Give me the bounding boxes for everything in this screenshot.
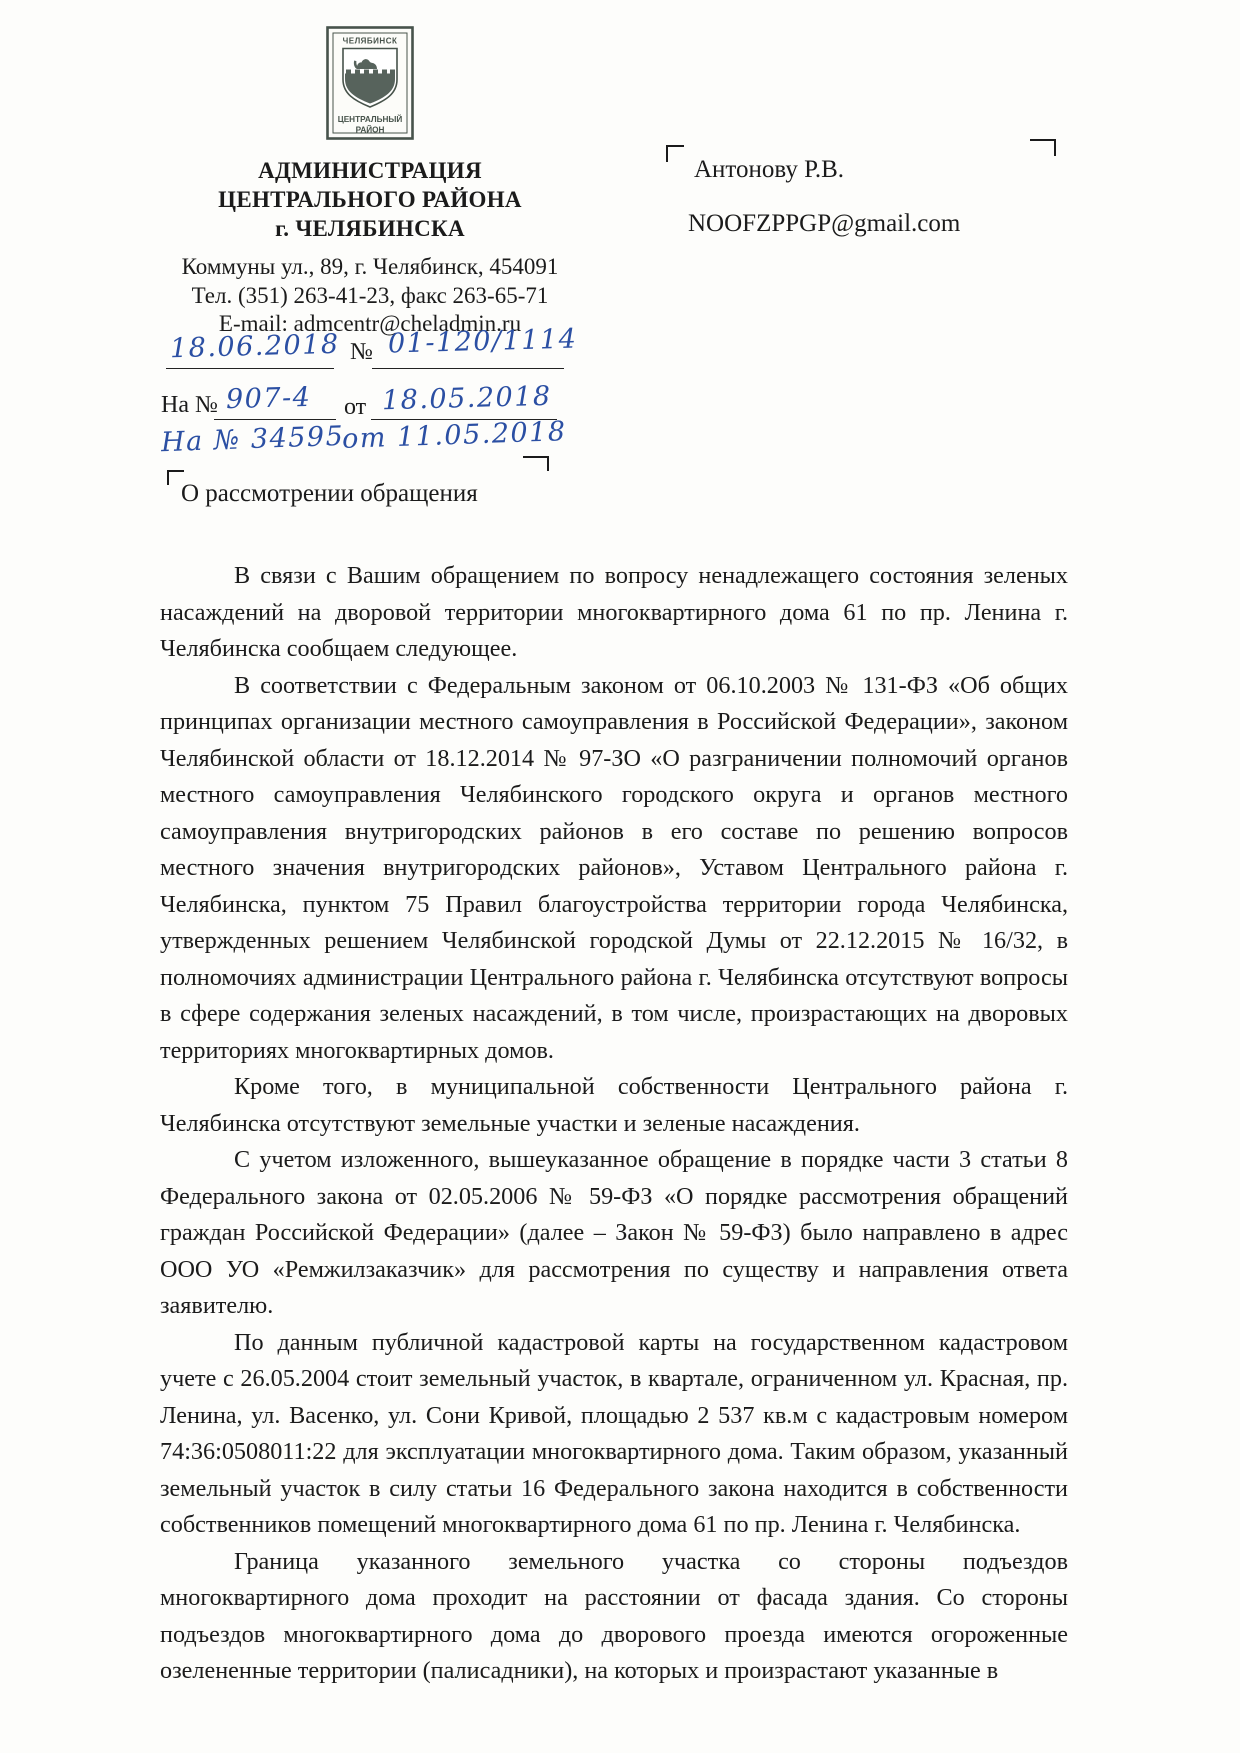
subject-corner-mark-right — [523, 456, 549, 471]
recipient-corner-mark-right — [1030, 139, 1056, 156]
number-fill-line — [372, 368, 564, 369]
emblem-district-label-1: ЦЕНТРАЛЬНЫЙ — [337, 115, 403, 124]
handwritten-incoming2-number: На № 34595 — [160, 420, 345, 459]
org-name-line-2: ЦЕНТРАЛЬНОГО РАЙОНА — [218, 187, 522, 212]
org-address: Коммуны ул., 89, г. Челябинск, 454091 — [181, 254, 559, 279]
incoming-number-label: На № — [161, 392, 218, 418]
coat-of-arms-icon — [326, 26, 414, 140]
handwritten-incoming2-date: от 11.05.2018 — [341, 416, 568, 455]
recipient-email: NOOFZPPGP@gmail.com — [688, 210, 961, 237]
handwritten-outgoing-date: 18.06.2018 — [169, 328, 340, 365]
letterhead — [140, 26, 600, 339]
org-phone: Тел. (351) 263-41-23, факс 263-65-71 — [191, 282, 549, 308]
incoming-number-fill-line — [214, 419, 336, 420]
body-paragraph-4: С учетом изложенного, вышеуказанное обращение в порядке части 3 статьи 8 Федерального закона от 02.05.2006 № 59-ФЗ «О порядке рассмотрения обращений граждан Российской Федерации» (далее – Закон № 59-ФЗ) было направлено в адрес ООО УО «Ремжилзаказчик» для рассмотрения по существу и направления ответа заявителю. — [160, 1146, 1068, 1319]
date-fill-line — [166, 368, 334, 369]
handwritten-incoming-number: 907-4 — [225, 381, 312, 416]
org-name-line-3: г. ЧЕЛЯБИНСКА — [275, 216, 465, 241]
subject-line: О рассмотрении обращения — [181, 480, 478, 507]
handwritten-incoming-date: 18.05.2018 — [381, 380, 552, 417]
body-paragraph-2: В соответствии с Федеральным законом от 06.10.2003 № 131-ФЗ «Об общих принципах организации местного самоуправления в Российской Федерации», законом Челябинской области от 18.12.2014 № 97-ЗО «О разграничении полномочий органов местного самоуправления Челябинского городского округа и органов местного самоуправления внутригородских районов в его составе по решению вопросов местного значения внутригородских районов», Уставом Центрального района г. Челябинска, пунктом 75 Правил благоустройства территории города Челябинска, утвержденных решением Челябинской городской Думы от 22.12.2015 № 16/32, в полномочиях администрации Центрального района г. Челябинска отсутствуют вопросы в сфере содержания зеленых насаждений, в том числе, произрастающих на дворовых территориях многоквартирных домов. — [160, 671, 1068, 1064]
body-paragraph-1: В связи с Вашим обращением по вопросу ненадлежащего состояния зеленых насаждений на дворовой территории многоквартирного дома 61 по пр. Ленина г. Челябинска сообщаем следующее. — [160, 562, 1068, 662]
org-email: E-mail: admcentr@cheladmin.ru — [218, 311, 522, 336]
handwritten-outgoing-number: 01-120/1114 — [387, 323, 578, 360]
body-paragraph-3: Кроме того, в муниципальной собственности Центрального района г. Челябинска отсутствуют земельные участки и зеленые насаждения. — [160, 1073, 1068, 1137]
recipient-corner-mark-left — [666, 145, 684, 162]
number-sign-label: № — [350, 339, 373, 365]
recipient-name: Антонову Р.В. — [694, 156, 845, 183]
from-label: от — [344, 394, 367, 420]
body-paragraph-6: Граница указанного земельного участка со стороны подъездов многоквартирного дома проходит на расстоянии от фасада здания. Со стороны подъездов многоквартирного дома до дворового проезда имеются огороженные озелененные территории (палисадники), на которых и произрастают указанные в — [160, 1547, 1068, 1684]
body-paragraph-5: По данным публичной кадастровой карты на государственном кадастровом учете с 26.05.2004 стоит земельный участок, в квартале, ограниченном ул. Красная, пр. Ленина, ул. Васенко, ул. Сони Кривой, площадью 2 537 кв.м с кадастровым номером 74:36:0508011:22 для эксплуатации многоквартирного дома. Таким образом, указанный земельный участок в силу статьи 16 Федерального закона находится в собственности собственников помещений многоквартирного дома 61 по пр. Ленина г. Челябинска. — [160, 1328, 1068, 1538]
letter-body — [160, 558, 1068, 1690]
emblem-district-label-2: РАЙОН — [355, 125, 385, 135]
emblem-city-label: ЧЕЛЯБИНСК — [342, 36, 398, 46]
org-name-line-1: АДМИНИСТРАЦИЯ — [258, 158, 482, 183]
